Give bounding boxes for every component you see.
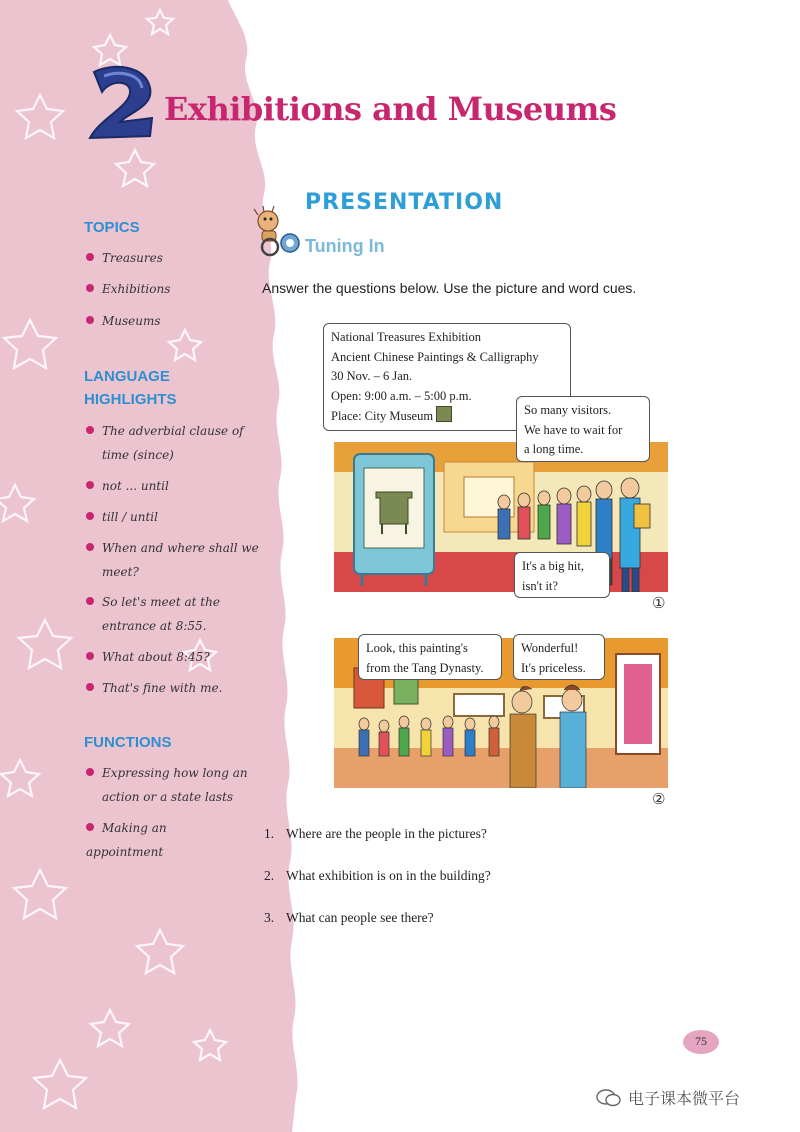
- section-subtitle: Tuning In: [305, 236, 385, 256]
- unit-number-badge: [80, 62, 160, 142]
- language-item: When and where shall we meet?: [86, 536, 262, 584]
- question-item: 2. What exhibition is on in the building?: [264, 868, 491, 883]
- functions-heading: FUNCTIONS: [84, 734, 172, 751]
- topics-heading: TOPICS: [84, 219, 140, 236]
- bullet-icon: [86, 316, 94, 324]
- bullet-icon: [86, 481, 94, 489]
- bullet-icon: [86, 823, 94, 831]
- exhibition-poster-bubble: National Treasures Exhibition Ancient Chinese Paintings & Calligraphy 30 Nov. – 6 Jan. Open: 9:00 a.m. – 5:00 p.m. Place: City Museum: [323, 323, 571, 431]
- big-hit-speech-bubble: It's a big hit, isn't it?: [514, 552, 610, 598]
- bullet-icon: [86, 284, 94, 292]
- bronze-vessel-icon: [436, 406, 452, 422]
- question-item: 3. What can people see there?: [264, 910, 434, 925]
- language-item: till / until: [86, 505, 246, 529]
- topic-item: Museums: [86, 309, 246, 333]
- instruction-text: Answer the questions below. Use the picture and word cues.: [262, 280, 637, 296]
- picture-label-2: ②: [652, 790, 666, 808]
- bullet-icon: [86, 512, 94, 520]
- language-heading: LANGUAGE HIGHLIGHTS: [84, 368, 177, 408]
- tang-dynasty-speech-bubble: Look, this painting's from the Tang Dynasty.: [358, 634, 502, 680]
- bullet-icon: [86, 543, 94, 551]
- bullet-icon: [86, 768, 94, 776]
- exhibition-illustration-1: [334, 442, 668, 592]
- picture-label-1: ①: [652, 594, 666, 612]
- bullet-icon: [86, 253, 94, 261]
- visitors-speech-bubble: So many visitors. We have to wait for a long time.: [516, 396, 650, 462]
- unit-title: Exhibitions and Museums: [164, 90, 617, 128]
- language-item: The adverbial clause of time (since): [86, 419, 262, 467]
- function-item: Expressing how long an action or a state lasts: [86, 761, 262, 809]
- bullet-icon: [86, 683, 94, 691]
- topic-item: Exhibitions: [86, 277, 246, 301]
- section-title: PRESENTATION: [305, 190, 504, 215]
- question-item: 1. Where are the people in the pictures?: [264, 826, 487, 841]
- language-item: What about 8:45?: [86, 645, 246, 669]
- watermark: [596, 1086, 740, 1109]
- priceless-speech-bubble: Wonderful! It's priceless.: [513, 634, 605, 680]
- language-item: That's fine with me.: [86, 676, 246, 700]
- bullet-icon: [86, 597, 94, 605]
- language-item: So let's meet at the entrance at 8:55.: [86, 590, 262, 638]
- language-item: not ... until: [86, 474, 246, 498]
- chat-bubble-icon: [596, 1088, 622, 1108]
- mascot-icon: [250, 205, 302, 257]
- topic-item: Treasures: [86, 246, 246, 270]
- watermark-text: 电子课本微平台: [628, 1091, 741, 1108]
- bullet-icon: [86, 652, 94, 660]
- bullet-icon: [86, 426, 94, 434]
- function-item: Making an appointment: [86, 821, 167, 859]
- page-number: 75: [683, 1030, 719, 1054]
